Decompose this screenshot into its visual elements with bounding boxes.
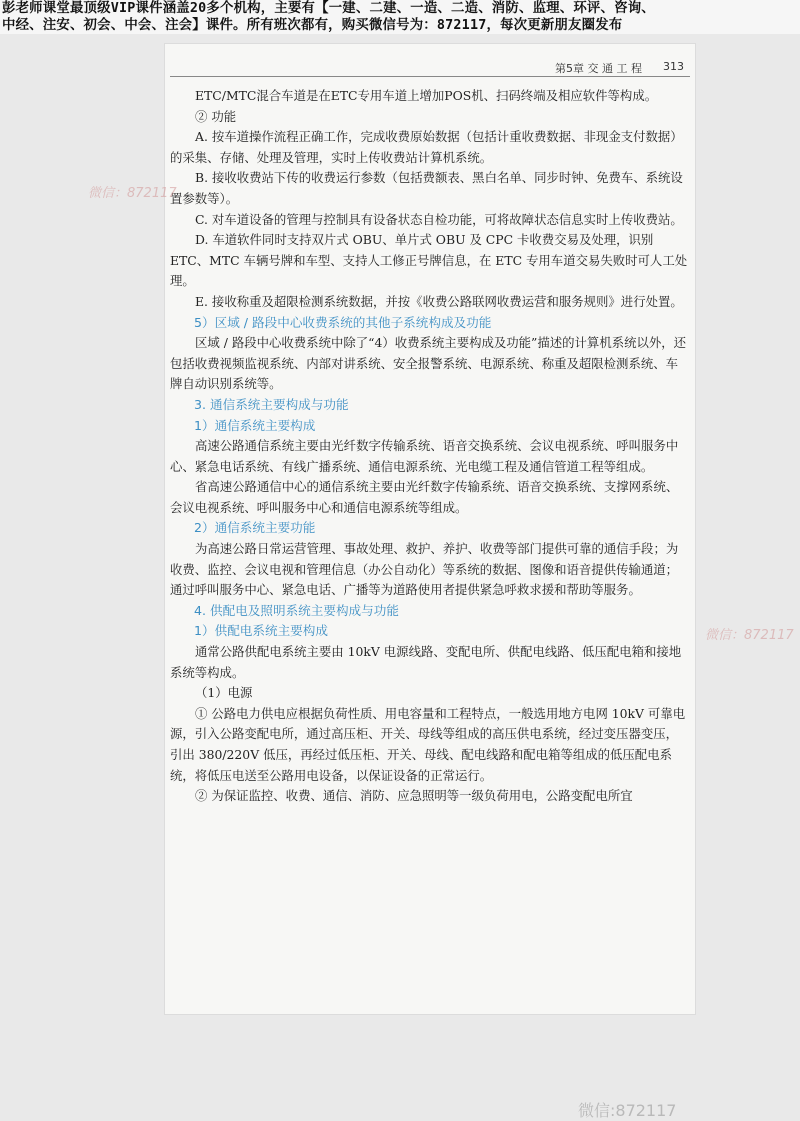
watermark-bottom: 微信:872117 [578, 1101, 677, 1120]
paragraph: 为高速公路日常运营管理、事故处理、救护、养护、收费等部门提供可靠的通信手段；为收费、监控、会议电视和管理信息（办公自动化）等系统的数据、图像和语音提供传输通道；通过呼叫服务中心、紧急电话、广播等为道路使用者提供紧急呼救求援和帮助等服务。 [170, 541, 679, 598]
paragraph: C. 对车道设备的管理与控制具有设备状态自检功能，可将故障状态信息实时上传收费站。 [195, 211, 683, 227]
subsection-heading: 1）供配电系统主要构成 [194, 623, 328, 639]
section-heading: 3. 通信系统主要构成与功能 [194, 396, 349, 412]
paragraph: （1）电源 [195, 685, 253, 701]
paragraph: A. 按车道操作流程正确工作，完成收费原始数据（包括计重收费数据、非现金支付数据）的采集、存储、处理及管理，实时上传收费站计算机系统。 [170, 129, 683, 165]
section-heading: 5）区域 / 路段中心收费系统的其他子系统构成及功能 [194, 314, 492, 330]
promo-banner [0, 0, 800, 34]
paragraph: 区域 / 路段中心收费系统中除了“4）收费系统主要构成及功能”描述的计算机系统以外，还包括收费视频监视系统、内部对讲系统、安全报警系统、电源系统、称重及超限检测系统、车牌自动识别系统等。 [170, 335, 687, 392]
subsection-heading: 2）通信系统主要功能 [194, 520, 316, 536]
paragraph: 通常公路供配电系统主要由 10kV 电源线路、变配电所、供配电线路、低压配电箱和接地系统等构成。 [170, 644, 682, 680]
paragraph: E. 接收称重及超限检测系统数据，并按《收费公路联网收费运营和服务规则》进行处置。 [195, 293, 683, 309]
paragraph: D. 车道软件同时支持双片式 OBU、单片式 OBU 及 CPC 卡收费交易及处理，识别 ETC、MTC 车辆号牌和车型、支持人工修正号牌信息，在 ETC 专用车道交易失败时可人工处理。 [170, 232, 688, 289]
promo-banner-line-2: 中经、注安、初会、中会、注会】课件。所有班次都有，购买微信号为：872117，每次更新朋友圈发布 [2, 18, 623, 33]
paragraph: 省高速公路通信中心的通信系统主要由光纤数字传输系统、语音交换系统、支撑网系统、会议电视系统、呼叫服务中心和通信电源系统等组成。 [170, 479, 679, 515]
page-number: 313 [663, 60, 684, 73]
paragraph: ① 公路电力供电应根据负荷性质、用电容量和工程特点，一般选用地方电网 10kV 可靠电源，引入公路变配电所，通过高压柜、开关、母线等组成的高压供电系统，经过变压器变压，引出 380/220V 低压，再经过低压柜、开关、母线、配电线路和配电箱等组成的低压配电系统，将低压电送至公路用电设备，以保证设备的正常运行。 [170, 705, 686, 783]
page-content [170, 86, 690, 807]
paragraph: ② 为保证监控、收费、通信、消防、应急照明等一级负荷用电，公路变配电所宜 [195, 788, 633, 804]
watermark-right: 微信：872117 [705, 628, 794, 643]
paragraph: ② 功能 [195, 108, 237, 124]
paragraph: ETC/MTC混合车道是在ETC专用车道上增加POS机、扫码终端及相应软件等构成。 [195, 88, 658, 103]
paragraph: 高速公路通信系统主要由光纤数字传输系统、语音交换系统、会议电视系统、呼叫服务中心、紧急电话系统、有线广播系统、通信电源系统、光电缆工程及通信管道工程等组成。 [170, 438, 679, 474]
chapter-title: 第5章 交 通 工 程 [555, 62, 642, 75]
promo-banner-line-1: 彭老师课堂最顶级VIP课件涵盖20多个机构，主要有【一建、二建、一造、二造、消防、监理、环评、咨询、 [2, 1, 655, 16]
page-header [170, 58, 690, 77]
watermark-left: 微信：872117 [88, 186, 177, 201]
section-heading: 4. 供配电及照明系统主要构成与功能 [194, 602, 399, 618]
subsection-heading: 1）通信系统主要构成 [194, 417, 316, 433]
paragraph: B. 接收收费站下传的收费运行参数（包括费额表、黑白名单、同步时钟、免费车、系统设置参数等）。 [170, 170, 683, 206]
